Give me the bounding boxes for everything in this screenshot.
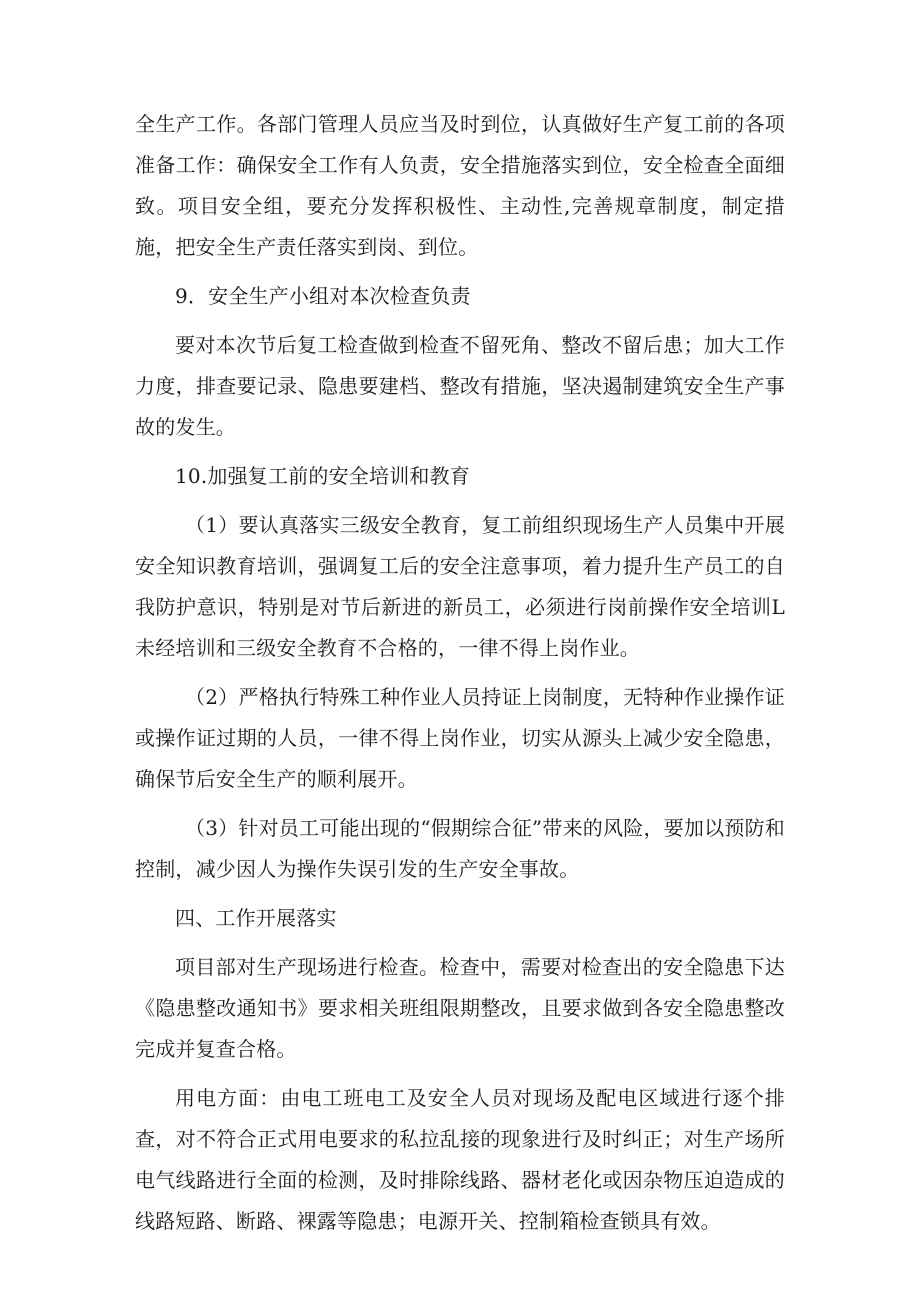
section-heading-9: 9．安全生产小组对本次检查负责 bbox=[175, 284, 471, 308]
paragraph-site-inspection: 项目部对生产现场进行检查。检查中，需要对检查出的安全隐患下达《隐患整改通知书》要求相关班组限期整改，且要求做到各安全隐患整改完成并复查合格。 bbox=[135, 955, 785, 1061]
list-item-1: （1）要认真落实三级安全教育，复工前组织现场生产人员集中开展安全知识教育培训，强调复工后的安全注意事项，着力提升生产员工的自我防护意识，特别是对节后新进的新员工，必须进行岗前操作安全培训L未经培训和三级安全教育不合格的，一律不得上岗作业。 bbox=[135, 513, 785, 660]
document-body bbox=[135, 104, 785, 1250]
paragraph-inspection-responsibility: 要对本次节后复工检查做到检查不留死角、整改不留后患；加大工作力度，排查要记录、隐患要建档、整改有措施，坚决遏制建筑安全生产事故的发生。 bbox=[135, 333, 785, 439]
section-heading-4: 四、工作开展落实 bbox=[175, 906, 337, 930]
paragraph-continuation: 全生产工作。各部门管理人员应当及时到位，认真做好生产复工前的各项准备工作：确保安全工作有人负责，安全措施落实到位，安全检查全面细致。项目安全组，要充分发挥积极性、主动性,完善规章制度，制定措施，把安全生产责任落实到岗、到位。 bbox=[135, 112, 785, 259]
section-heading-10: 10.加强复工前的安全培训和教育 bbox=[175, 464, 471, 488]
paragraph-electricity: 用电方面：由电工班电工及安全人员对现场及配电区域进行逐个排查，对不符合正式用电要求的私拉乱接的现象进行及时纠正；对生产场所电气线路进行全面的检测，及时排除线路、器材老化或因杂物压迫造成的线路短路、断路、裸露等隐患；电源开关、控制箱检查锁具有效。 bbox=[135, 1086, 785, 1233]
list-item-2: （2）严格执行特殊工种作业人员持证上岗制度，无特种作业操作证或操作证过期的人员，一律不得上岗作业，切实从源头上减少安全隐患，确保节后安全生产的顺利展开。 bbox=[135, 685, 785, 791]
list-item-3: （3）针对员工可能出现的“假期综合征”带来的风险，要加以预防和控制，减少因人为操作失误引发的生产安全事故。 bbox=[135, 816, 785, 881]
